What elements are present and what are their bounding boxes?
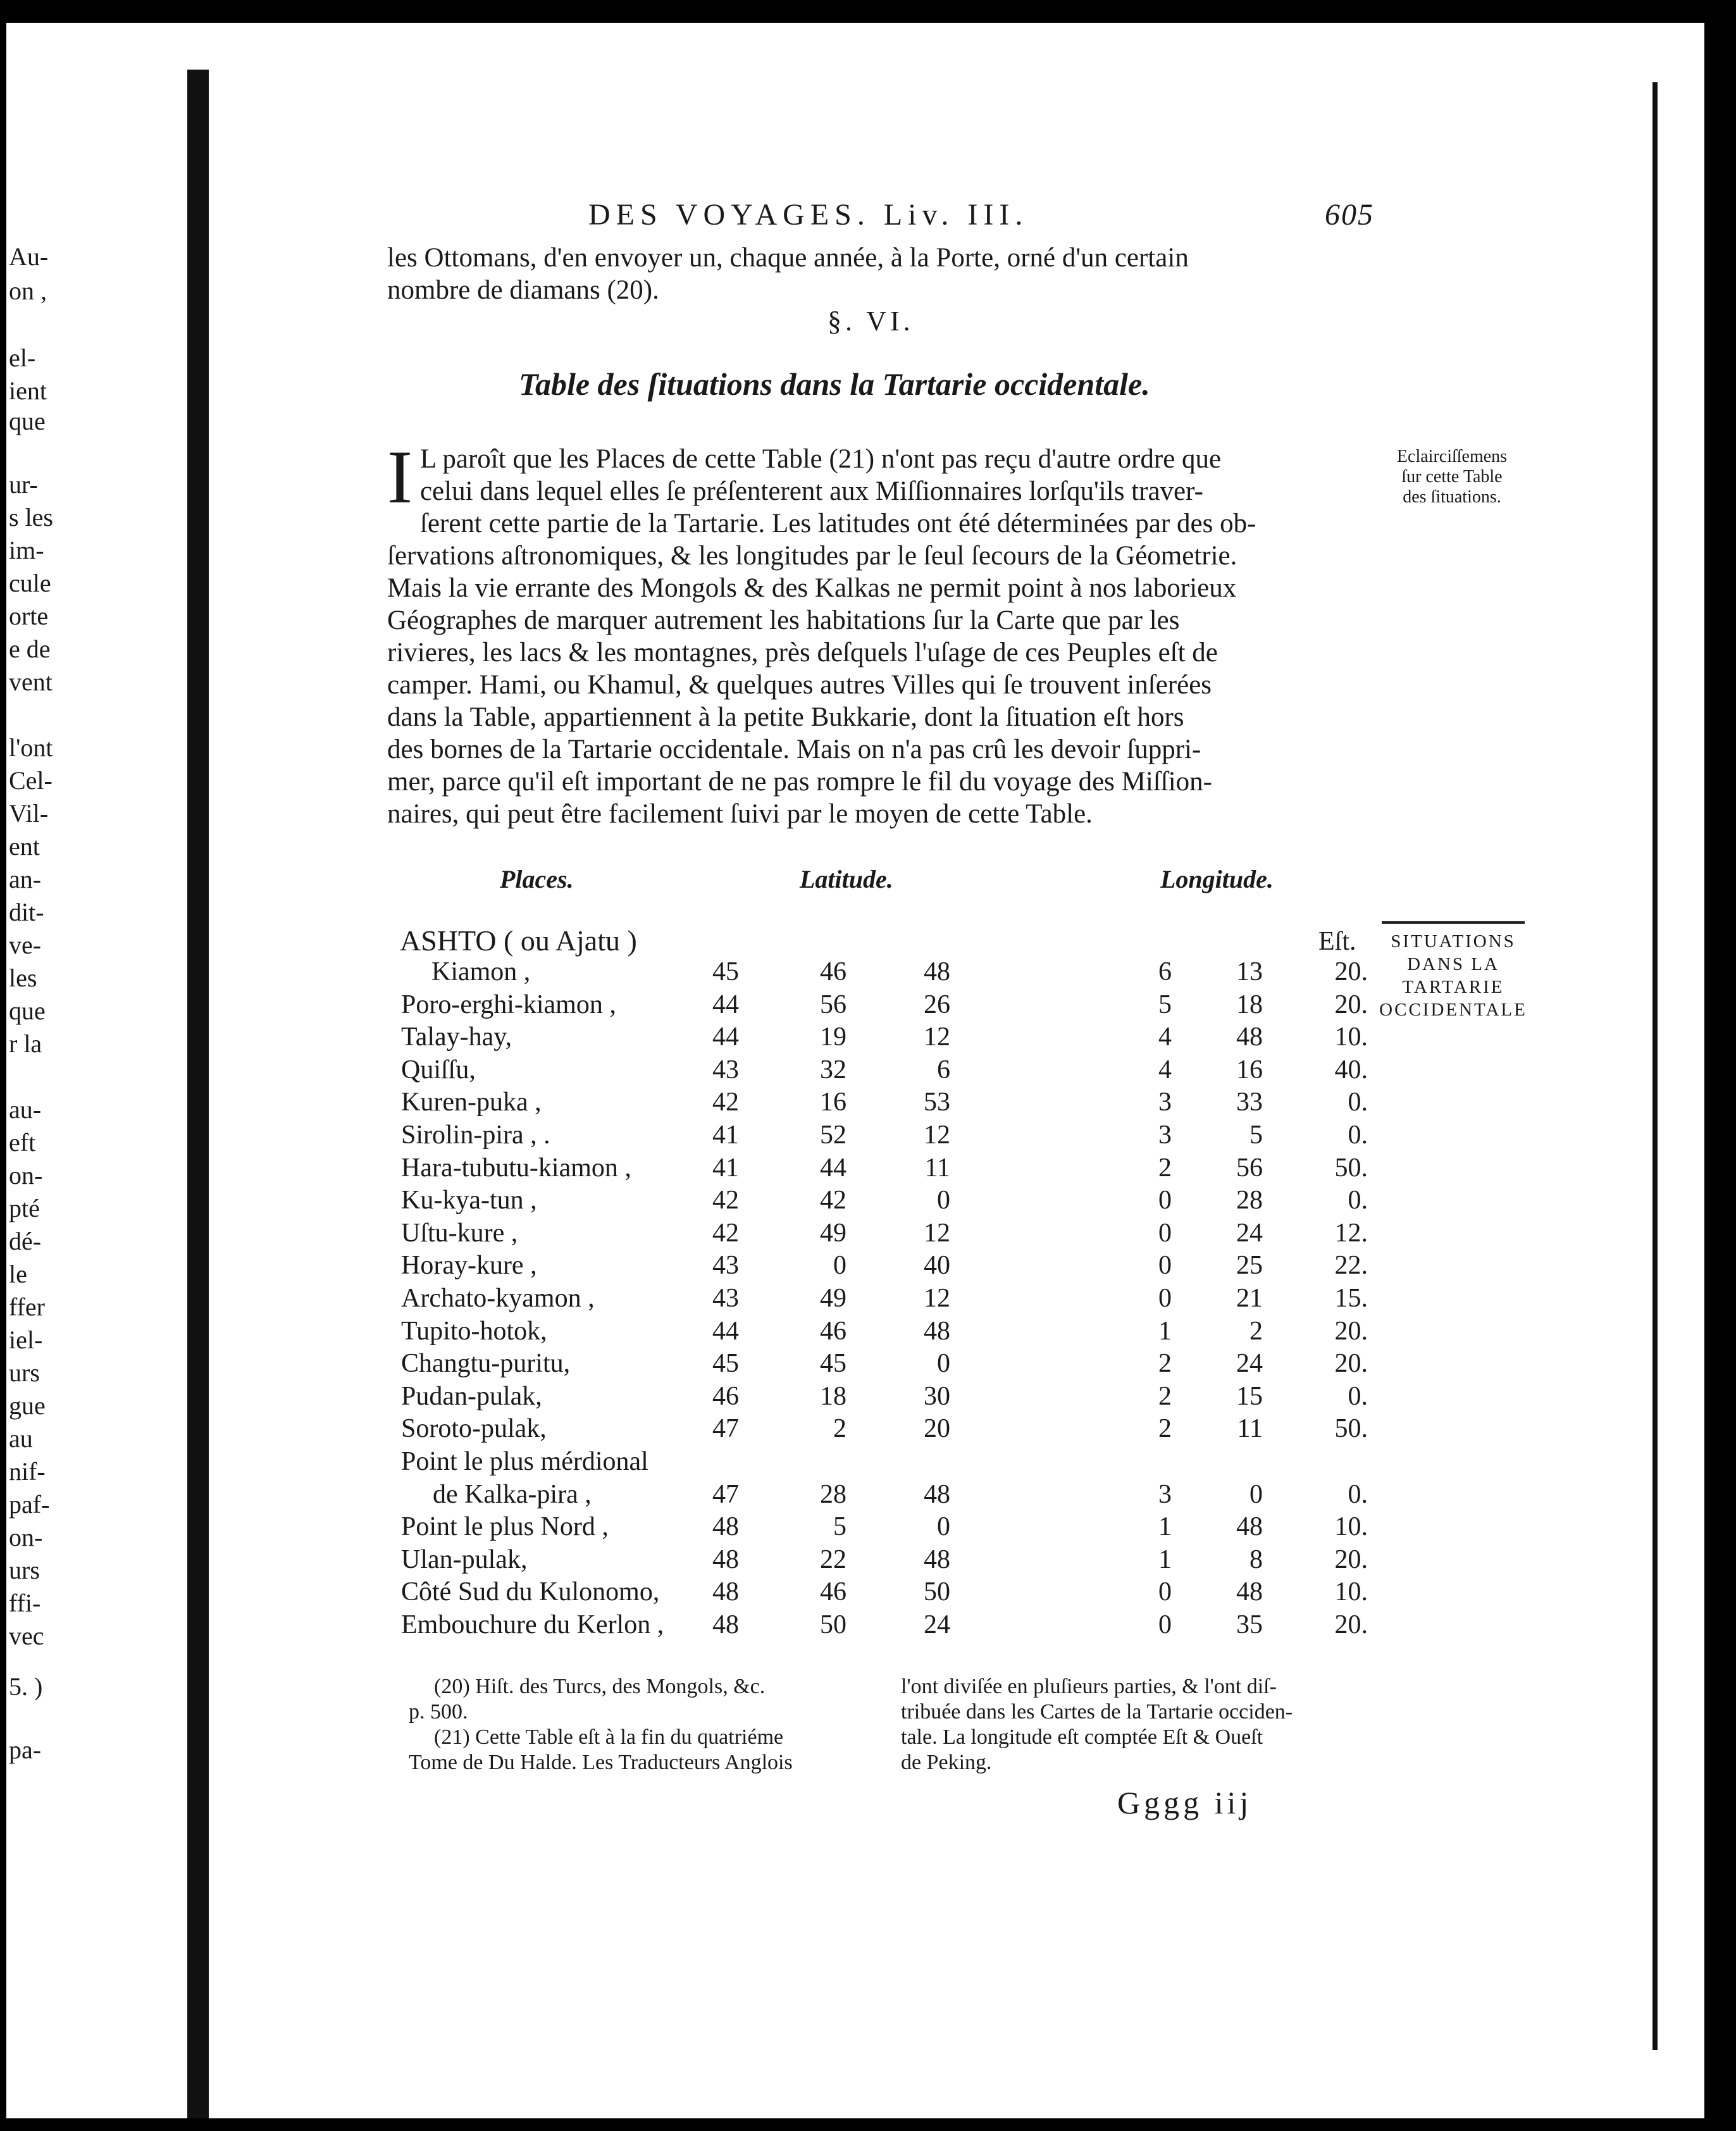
opening-paragraph [387, 242, 1361, 306]
table-row [387, 1153, 1374, 1186]
latitude-value: 0 [937, 1349, 950, 1379]
longitude-value: 6 [1158, 957, 1172, 986]
margin-note-situations [1379, 930, 1527, 1021]
longitude-value: 25 [1236, 1251, 1263, 1281]
place-name: Ulan-pulak, [401, 1544, 528, 1574]
opening-line: nombre de diamans (20). [387, 275, 659, 305]
latitude-value: 42 [820, 1186, 846, 1215]
latitude-value: 18 [820, 1381, 846, 1411]
place-name: Sirolin-pira , . [401, 1121, 550, 1150]
left-page-fragment: on- [9, 1161, 43, 1190]
intro-line: des bornes de la Tartarie occidentale. Mais on n'a pas crû les devoir ſuppri- [387, 735, 1201, 764]
left-page-fragment: s les [9, 503, 53, 531]
intro-line: rivieres, les lacs & les montagnes, près deſquels l'uſage de ces Peuples eſt de [387, 638, 1218, 668]
margin-note-eclaircissemens [1386, 447, 1518, 507]
place-name: Point le plus Nord , [401, 1512, 609, 1542]
footnote-line: tribuée dans les Cartes de la Tartarie occiden- [901, 1700, 1293, 1724]
gutter-shadow [187, 70, 209, 2118]
longitude-value: 20. [1334, 1610, 1368, 1639]
latitude-value: 49 [820, 1284, 846, 1313]
drop-capital: I [387, 435, 412, 519]
table-row [387, 1218, 1374, 1251]
place-name: Horay-kure , [401, 1251, 537, 1281]
footnote-line: p. 500. [409, 1700, 468, 1724]
latitude-value: 42 [712, 1218, 739, 1248]
left-page-fragment: paf- [9, 1490, 50, 1519]
scan-border-left [0, 0, 6, 2131]
latitude-value: 22 [820, 1544, 846, 1574]
longitude-value: 10. [1334, 1512, 1368, 1542]
latitude-value: 48 [924, 1479, 950, 1509]
table-row-prefix [387, 1446, 1374, 1479]
longitude-value: 24 [1236, 1218, 1263, 1248]
latitude-value: 19 [820, 1022, 846, 1052]
left-page-fragment: vec [9, 1622, 44, 1650]
latitude-value: 0 [937, 1186, 950, 1215]
place-name: Soroto-pulak, [401, 1414, 547, 1444]
table-row [387, 1413, 1374, 1446]
latitude-value: 41 [712, 1153, 739, 1183]
footnote-line: (21) Cette Table eſt à la fin du quatriéme [434, 1725, 784, 1749]
latitude-value: 45 [820, 1349, 846, 1379]
latitude-value: 20 [924, 1414, 950, 1444]
latitude-value: 45 [712, 957, 739, 986]
longitude-value: 0 [1158, 1251, 1172, 1281]
longitude-value: 0 [1158, 1610, 1172, 1639]
left-page-fragment: e de [9, 635, 51, 663]
place-name: Talay-hay, [401, 1022, 512, 1052]
longitude-value: 20. [1334, 1544, 1368, 1574]
longitude-value: 16 [1236, 1055, 1263, 1084]
latitude-value: 43 [712, 1055, 739, 1084]
left-page-fragment: ve- [9, 931, 42, 959]
longitude-value: 18 [1236, 990, 1263, 1019]
signature-mark: Gggg iij [1117, 1785, 1253, 1820]
longitude-value: 5 [1158, 990, 1172, 1019]
longitude-value: 0. [1348, 1186, 1368, 1215]
intro-line: celui dans lequel elles ſe préſenterent aux Miſſionnaires lorſqu'ils traver- [419, 476, 1203, 506]
longitude-value: 1 [1158, 1544, 1172, 1574]
longitude-value: 4 [1158, 1055, 1172, 1084]
longitude-value: 48 [1236, 1022, 1263, 1052]
scan-border-top [0, 0, 1736, 23]
footnote-line: (20) Hiſt. des Turcs, des Mongols, &c. [434, 1675, 766, 1698]
left-page-fragment: pa- [9, 1736, 42, 1764]
latitude-value: 42 [712, 1088, 739, 1117]
longitude-value: 2 [1249, 1316, 1263, 1346]
latitude-value: 30 [924, 1381, 950, 1411]
header-places: Places. [500, 865, 574, 893]
left-page-fragment: r la [9, 1029, 42, 1058]
longitude-value: 20. [1334, 957, 1368, 986]
latitude-value: 45 [712, 1349, 739, 1379]
place-name: Hara-tubutu-kiamon , [401, 1153, 631, 1183]
place-name: Pudan-pulak, [401, 1381, 542, 1411]
footnote-line: Tome de Du Halde. Les Traducteurs Anglois [409, 1751, 793, 1774]
longitude-value: 40. [1334, 1055, 1368, 1084]
margin-note-line: TARTARIE [1402, 977, 1504, 997]
longitude-value: 33 [1236, 1088, 1263, 1117]
latitude-value: 41 [712, 1121, 739, 1150]
footnotes-right [901, 1674, 1377, 1775]
opening-line: les Ottomans, d'en envoyer un, chaque année, à la Porte, orné d'un certain [387, 243, 1189, 273]
longitude-value: 56 [1236, 1153, 1263, 1183]
left-page-fragment: iel- [9, 1326, 43, 1354]
margin-note-line: des ſituations. [1403, 487, 1501, 507]
longitude-value: 0 [1158, 1284, 1172, 1313]
latitude-value: 2 [833, 1414, 846, 1444]
latitude-value: 50 [924, 1577, 950, 1607]
latitude-value: 47 [712, 1414, 739, 1444]
table-row [387, 1283, 1374, 1316]
left-page-fragment: le [9, 1260, 27, 1288]
footnotes-left [409, 1674, 886, 1775]
longitude-value: 0 [1158, 1218, 1172, 1248]
latitude-value: 48 [924, 1544, 950, 1574]
left-page-fragment: ffer [9, 1293, 45, 1321]
longitude-value: 8 [1249, 1544, 1263, 1574]
scan-border-bottom [0, 2118, 1736, 2131]
intro-paragraph [387, 435, 1361, 830]
latitude-value: 24 [924, 1610, 950, 1639]
longitude-value: 48 [1236, 1512, 1263, 1542]
place-name: Kuren-puka , [401, 1088, 542, 1117]
left-page-fragment: ient [9, 376, 47, 405]
latitude-value: 43 [712, 1284, 739, 1313]
longitude-value: 3 [1158, 1088, 1172, 1117]
place-name: de Kalka-pira , [433, 1479, 592, 1509]
latitude-value: 44 [820, 1153, 846, 1183]
latitude-value: 12 [924, 1121, 950, 1150]
latitude-value: 12 [924, 1022, 950, 1052]
right-page-edge [1652, 82, 1658, 2050]
longitude-value: 24 [1236, 1349, 1263, 1379]
table-row [387, 1087, 1374, 1120]
left-page-fragment: dit- [9, 898, 44, 926]
latitude-value: 12 [924, 1284, 950, 1313]
latitude-value: 0 [833, 1251, 846, 1281]
left-page-fragment: cule [9, 569, 51, 597]
longitude-value: 2 [1158, 1381, 1172, 1411]
left-page-fragment: on , [9, 276, 47, 305]
left-page-fragment: les [9, 964, 37, 992]
table-row [387, 1022, 1374, 1055]
longitude-value: 48 [1236, 1577, 1263, 1607]
left-page-fragment: ur- [9, 470, 38, 499]
longitude-value: 1 [1158, 1316, 1172, 1346]
longitude-value: 10. [1334, 1577, 1368, 1607]
latitude-value: 48 [712, 1544, 739, 1574]
place-name: Poro-erghi-kiamon , [401, 990, 616, 1019]
latitude-value: 5 [833, 1512, 846, 1542]
longitude-value: 11 [1237, 1414, 1263, 1444]
longitude-value: 1 [1158, 1512, 1172, 1542]
left-page-fragment: que [9, 997, 46, 1025]
place-name: Archato-kyamon , [401, 1284, 595, 1313]
longitude-value: 15. [1334, 1284, 1368, 1313]
left-page-fragment: nif- [9, 1457, 46, 1486]
latitude-value: 48 [712, 1512, 739, 1542]
latitude-value: 46 [820, 1577, 846, 1607]
table-row [387, 990, 1374, 1022]
longitude-value: 2 [1158, 1349, 1172, 1379]
longitude-value: 0 [1158, 1186, 1172, 1215]
latitude-value: 48 [924, 1316, 950, 1346]
latitude-value: 44 [712, 1316, 739, 1346]
latitude-value: 26 [924, 990, 950, 1019]
section-mark: §. VI. [828, 306, 914, 337]
left-page-fragment: vent [9, 668, 53, 696]
table-row [387, 1512, 1374, 1544]
longitude-value: 12. [1334, 1218, 1368, 1248]
left-page-fragment: im- [9, 536, 44, 564]
intro-line: naires, qui peut être facilement ſuivi par le moyen de cette Table. [387, 799, 1093, 829]
left-page-fragment: urs [9, 1358, 40, 1387]
latitude-value: 11 [924, 1153, 950, 1183]
table-row [387, 1185, 1374, 1218]
first-place [400, 924, 637, 957]
left-page-fragment: an- [9, 865, 42, 893]
latitude-value: 49 [820, 1218, 846, 1248]
margin-note-line: DANS LA [1407, 954, 1499, 974]
longitude-value: 20. [1334, 990, 1368, 1019]
longitude-value: 3 [1158, 1479, 1172, 1509]
left-page-fragment: au- [9, 1095, 42, 1124]
intro-line: ſerent cette partie de la Tartarie. Les latitudes ont été déterminées par des ob- [419, 509, 1256, 538]
longitude-value: 50. [1334, 1414, 1368, 1444]
latitude-value: 48 [712, 1610, 739, 1639]
page-number: 605 [1325, 198, 1374, 232]
left-page-fragment: que [9, 407, 46, 435]
longitude-value: 15 [1236, 1381, 1263, 1411]
latitude-value: 42 [712, 1186, 739, 1215]
margin-note-rule [1382, 921, 1525, 924]
longitude-value: 2 [1158, 1414, 1172, 1444]
section-title: Table des ſituations dans la Tartarie occidentale. [519, 366, 1150, 402]
longitude-value: 10. [1334, 1022, 1368, 1052]
longitude-value: 0. [1348, 1479, 1368, 1509]
longitude-value: 50. [1334, 1153, 1368, 1183]
table-row [387, 1316, 1374, 1349]
longitude-value: 4 [1158, 1022, 1172, 1052]
table-row [387, 1577, 1374, 1610]
left-page-fragment: au [9, 1424, 33, 1453]
longitude-value: 20. [1334, 1316, 1368, 1346]
intro-line: ſervations aſtronomiques, & les longitudes par le ſeul ſecours de la Géometrie. [387, 541, 1237, 571]
latitude-value: 40 [924, 1251, 950, 1281]
left-page-fragment: urs [9, 1556, 40, 1584]
first-place-name: ASHTO ( ou Ajatu ) [400, 924, 637, 957]
left-page-fragment: pté [9, 1194, 40, 1222]
latitude-value: 32 [820, 1055, 846, 1084]
left-page-fragment: gue [9, 1391, 46, 1420]
latitude-value: 46 [820, 957, 846, 986]
margin-note-line: OCCIDENTALE [1379, 1000, 1527, 1020]
left-page-fragment: Cel- [9, 766, 53, 795]
table-row [387, 1055, 1374, 1088]
intro-line: camper. Hami, ou Khamul, & quelques autres Villes qui ſe trouvent inſerées [387, 670, 1212, 700]
margin-note-line: ſur cette Table [1401, 467, 1503, 487]
longitude-value: 3 [1158, 1121, 1172, 1150]
table-row [387, 1544, 1374, 1577]
intro-line: L paroît que les Places de cette Table (21) n'ont pas reçu d'autre ordre que [419, 444, 1222, 474]
left-page-fragment: l'ont [9, 733, 53, 762]
table-row [387, 1120, 1374, 1153]
latitude-value: 50 [820, 1610, 846, 1639]
latitude-value: 6 [937, 1055, 950, 1084]
left-page-fragment: eft [9, 1128, 36, 1157]
table-row [387, 1348, 1374, 1381]
table-row [387, 1381, 1374, 1414]
intro-line: dans la Table, appartiennent à la petite Bukkarie, dont la ſituation eſt hors [387, 702, 1184, 732]
latitude-value: 0 [937, 1512, 950, 1542]
latitude-value: 53 [924, 1088, 950, 1117]
left-page-fragment: orte [9, 602, 49, 630]
latitude-value: 52 [820, 1121, 846, 1150]
latitude-value: 12 [924, 1218, 950, 1248]
header-longitude: Longitude. [1160, 865, 1274, 893]
left-page-fragment: Vil- [9, 799, 49, 828]
latitude-value: 46 [820, 1316, 846, 1346]
latitude-value: 48 [924, 957, 950, 986]
left-page-fragment: el- [9, 344, 36, 372]
longitude-value: 0. [1348, 1121, 1368, 1150]
latitude-value: 16 [820, 1088, 846, 1117]
longitude-value: 0. [1348, 1381, 1368, 1411]
longitude-value: 21 [1236, 1284, 1263, 1313]
left-page-fragment: ent [9, 832, 40, 860]
latitude-value: 43 [712, 1251, 739, 1281]
place-name: Quiſſu, [401, 1055, 476, 1084]
latitude-value: 44 [712, 990, 739, 1019]
running-head [387, 197, 1374, 235]
table-row [387, 1250, 1374, 1283]
left-page-fragment: on- [9, 1523, 43, 1551]
left-page-fragment: ffi- [9, 1589, 41, 1617]
latitude-value: 28 [820, 1479, 846, 1509]
place-name: Tupito-hotok, [401, 1316, 547, 1346]
running-title: DES VOYAGES. Liv. III. [588, 198, 1029, 232]
latitude-value: 47 [712, 1479, 739, 1509]
place-name: Uſtu-kure , [401, 1218, 518, 1248]
latitude-value: 44 [712, 1022, 739, 1052]
margin-note-line: Eclairciſſemens [1396, 447, 1508, 466]
longitude-value: 0 [1158, 1577, 1172, 1607]
intro-line: mer, parce qu'il eſt important de ne pas rompre le fil du voyage des Miſſion- [387, 767, 1213, 797]
header-latitude: Latitude. [800, 865, 893, 893]
place-prefix: Point le plus mérdional [401, 1447, 648, 1476]
place-name: Embouchure du Kerlon , [401, 1610, 664, 1639]
longitude-value: 13 [1236, 957, 1263, 986]
intro-line: Géographes de marquer autrement les habitations ſur la Carte que par les [387, 606, 1180, 635]
place-name: Kiamon , [431, 957, 531, 986]
table-row [387, 1479, 1374, 1512]
longitude-value: 35 [1236, 1610, 1263, 1639]
est-label: Eſt. [1318, 927, 1356, 956]
table-row [387, 1610, 1374, 1643]
left-page-fragment: 5. ) [9, 1672, 43, 1701]
place-name: Côté Sud du Kulonomo, [401, 1577, 660, 1607]
table-row [387, 957, 1374, 990]
footnote-line: de Peking. [901, 1751, 992, 1774]
intro-line: Mais la vie errante des Mongols & des Kalkas ne permit point à nos laborieux [387, 573, 1237, 603]
longitude-value: 20. [1334, 1349, 1368, 1379]
footnote-line: tale. La longitude eſt comptée Eſt & Oueſt [901, 1725, 1263, 1749]
longitude-value: 0. [1348, 1088, 1368, 1117]
latitude-value: 56 [820, 990, 846, 1019]
footnote-line: l'ont diviſée en pluſieurs parties, & l'ont diſ- [901, 1675, 1277, 1698]
latitude-value: 46 [712, 1381, 739, 1411]
longitude-value: 2 [1158, 1153, 1172, 1183]
scan-border-right [1704, 0, 1736, 2131]
place-name: Changtu-puritu, [401, 1349, 571, 1379]
place-name: Ku-kya-tun , [401, 1186, 537, 1215]
left-page-fragment: Au- [9, 242, 49, 271]
margin-note-line: SITUATIONS [1391, 931, 1516, 952]
left-page-fragment: dé- [9, 1227, 42, 1255]
intro-body [387, 507, 1361, 830]
longitude-value: 0 [1249, 1479, 1263, 1509]
longitude-value: 28 [1236, 1186, 1263, 1215]
latitude-value: 48 [712, 1577, 739, 1607]
longitude-value: 22. [1334, 1251, 1368, 1281]
longitude-value: 5 [1249, 1121, 1263, 1150]
